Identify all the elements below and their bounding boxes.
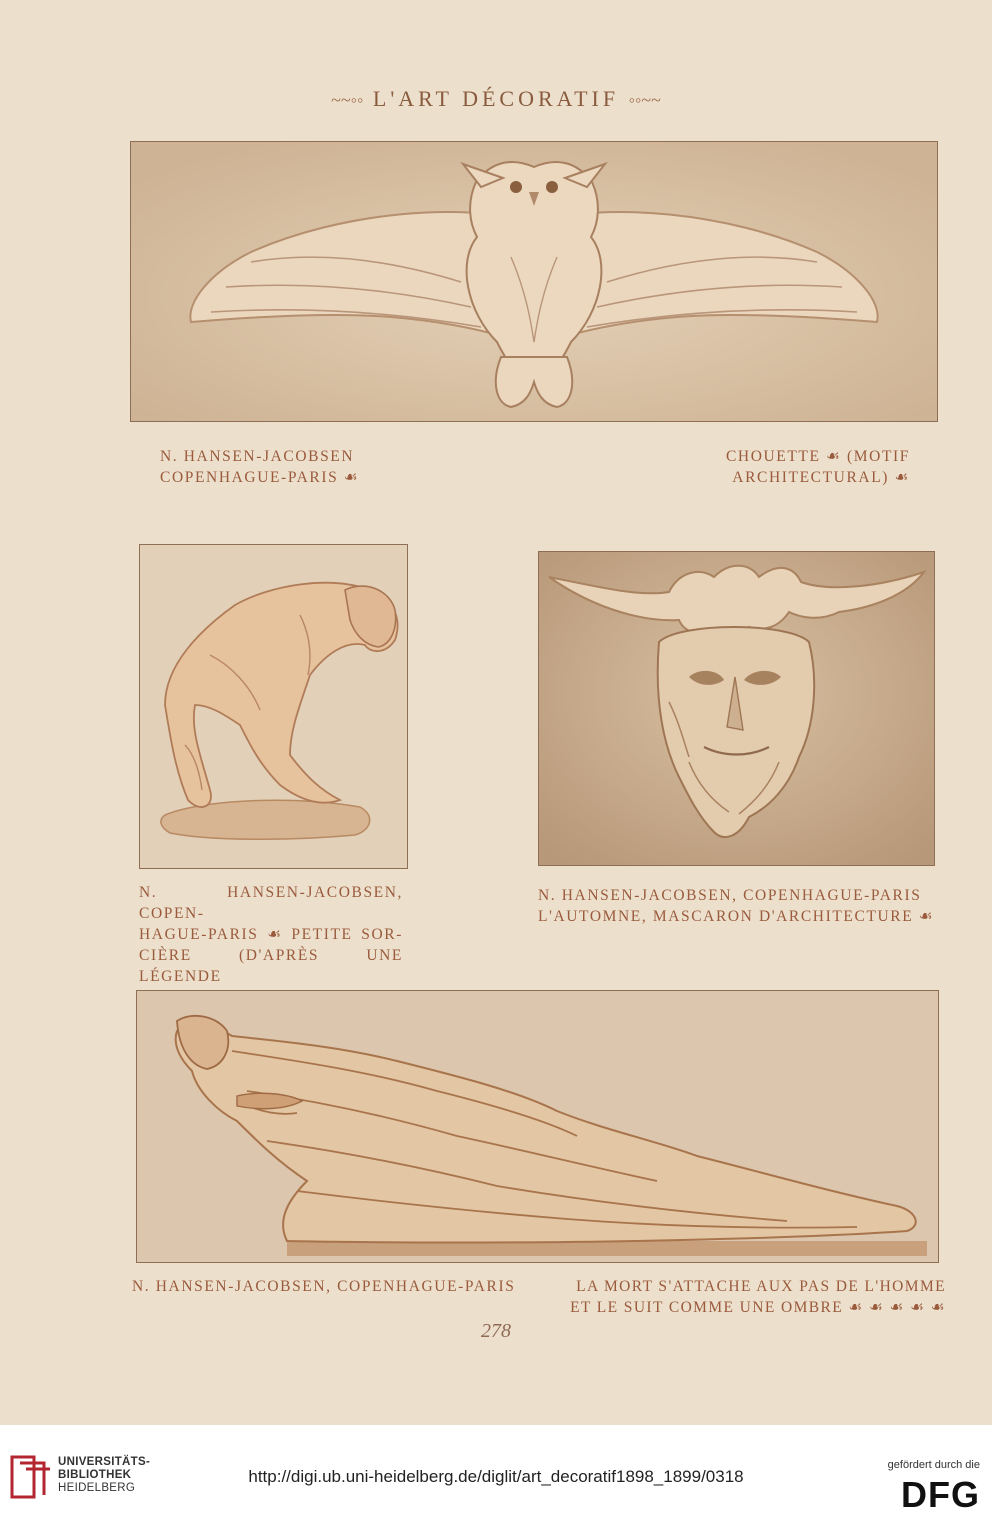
sorciere-figure-image (140, 545, 407, 868)
mascaron-caption (538, 885, 934, 927)
owl-caption-right-line1: CHOUETTE ☙ (MOTIF (725, 448, 910, 465)
ornament-left-icon: ~~◦◦ (331, 90, 364, 110)
mort-caption-right (540, 1276, 946, 1318)
mort-caption-left (132, 1276, 515, 1297)
owl-caption-right (700, 446, 910, 488)
institution-line2: BIBLIOTHEK (58, 1469, 132, 1481)
permalink-url[interactable]: http://digi.ub.uni-heidelberg.de/diglit/art_decoratif1898_1899/0318 (248, 1467, 744, 1486)
owl-caption-left (160, 446, 359, 488)
mort-sculpture-image (137, 991, 938, 1262)
institution-line1: UNIVERSITÄTS- (58, 1456, 151, 1468)
mascaron-caption-line2: L'AUTOMNE, MASCARON D'ARCHITECTURE ☙ (538, 908, 935, 925)
running-header (0, 86, 992, 116)
owl-caption-left-line2: COPENHAGUE-PARIS ☙ (160, 469, 360, 486)
page-number: 278 (481, 1320, 511, 1342)
institution-line3: HEIDELBERG (58, 1482, 136, 1494)
mascaron-sculpture-plate (538, 551, 935, 866)
ornament-right-icon: ◦◦~~ (628, 90, 661, 110)
mort-caption-right-line2: ET LE SUIT COMME UNE OMBRE ☙ ☙ ☙ ☙ ☙ (570, 1299, 946, 1316)
mascaron-face-image (539, 552, 934, 865)
header-title: L'ART DÉCORATIF (372, 86, 620, 111)
mort-caption-right-line1: LA MORT S'ATTACHE AUX PAS DE L'HOMME (576, 1278, 946, 1295)
sorciere-caption-line1: N. HANSEN-JACOBSEN, COPEN- (139, 884, 403, 922)
mort-sculpture-plate (136, 990, 939, 1263)
mascaron-caption-line1: N. HANSEN-JACOBSEN, COPENHAGUE-PARIS (538, 887, 922, 904)
owl-caption-right-line2: ARCHITECTURAL) ☙ (732, 469, 910, 486)
mort-caption-left-line: N. HANSEN-JACOBSEN, COPENHAGUE-PARIS (132, 1278, 516, 1295)
owl-sculpture-plate (130, 141, 938, 422)
sorciere-caption-line2: HAGUE-PARIS ☙ PETITE SOR- (139, 926, 403, 943)
digitization-footer (0, 1425, 992, 1523)
sorciere-sculpture-plate (139, 544, 408, 869)
owl-relief-image (131, 142, 937, 421)
dfg-logo: DFG (901, 1474, 980, 1515)
sorciere-caption-line3: CIÈRE (D'APRÈS UNE LÉGENDE (139, 947, 403, 985)
owl-caption-left-line1: N. HANSEN-JACOBSEN (160, 448, 355, 465)
sponsor-caption: gefördert durch die (887, 1459, 980, 1471)
